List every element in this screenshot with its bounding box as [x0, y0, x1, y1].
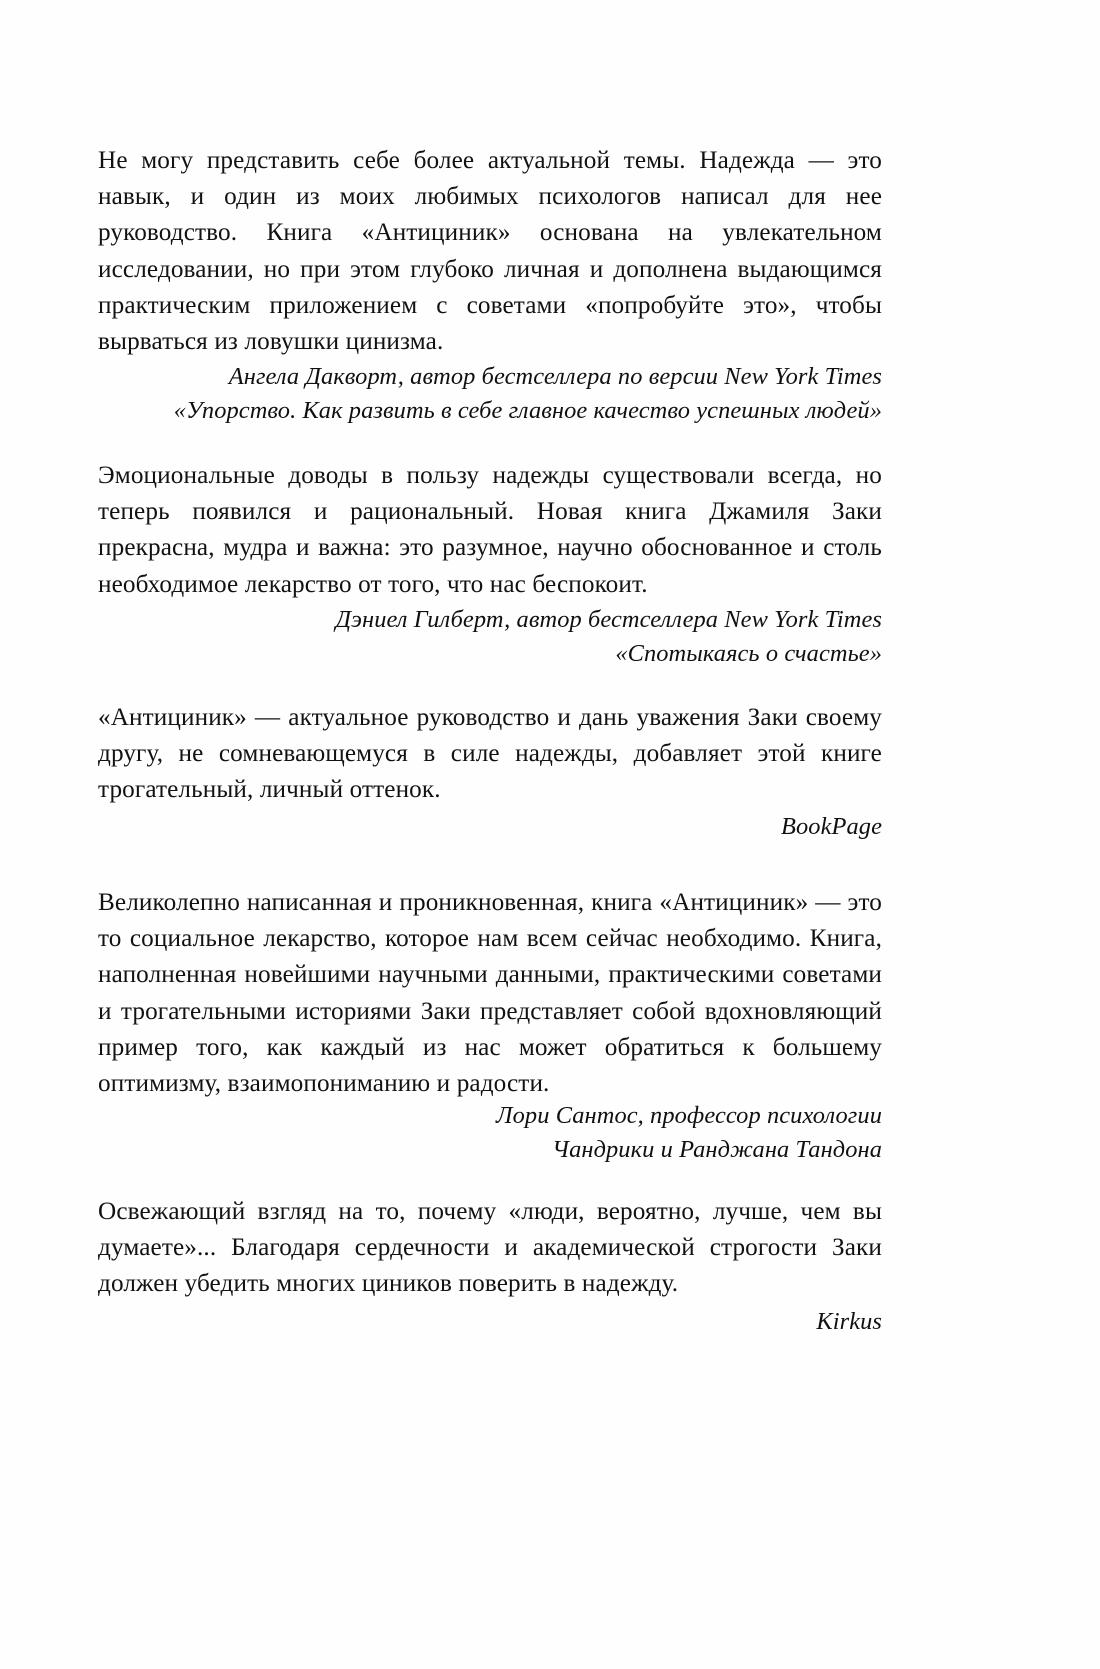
blurb-body-text: Не могу представить себе более актуальной темы. Надежда — это навык, и один из моих любимых психологов написал для нее руководство. Книга «Антициник» основана на увлекательном исследовании, но при этом глубоко личная и дополнена выдающимся практическим приложением с советами «попробуйте это», чтобы вырваться из ловушки цинизма.	[98, 147, 882, 356]
blurb-attribution-bookpage	[98, 810, 882, 844]
blurb-quote-gilbert	[98, 458, 882, 603]
attribution-line: Дэниел Гилберт, автор бестселлера New York Times	[335, 606, 882, 633]
attribution-text	[98, 1305, 882, 1339]
attribution-text	[98, 603, 882, 670]
blurb-body-text: Эмоциональные доводы в пользу надежды существовали всегда, но теперь появился и рациональный. Новая книга Джамиля Заки прекрасна, мудра и важна: это разумное, научно обоснованное и столь необходимое лекарство от того, что нас беспокоит.	[98, 462, 882, 598]
blurb-body-text: Освежающий взгляд на то, почему «люди, вероятно, лучше, чем вы думаете»... Благодаря сердечности и академической строгости Заки должен убедить многих циников поверить в надежду.	[98, 1198, 882, 1298]
attribution-line: Лори Сантос, профессор психологии	[496, 1102, 882, 1129]
attribution-text	[98, 810, 882, 844]
attribution-line: BookPage	[780, 813, 882, 840]
blurb-quote-santos	[98, 885, 882, 1102]
attribution-line: Чандрики и Ранджана Тандона	[552, 1135, 882, 1163]
attribution-text	[98, 360, 882, 427]
blurb-attribution-duckworth	[98, 360, 882, 427]
blurb-body-text: «Антициник» — актуальное руководство и дань уважения Заки своему другу, не сомневающемуся в силе надежды, добавляет этой книге трогательный, личный оттенок.	[98, 704, 882, 804]
blurb-attribution-santos	[98, 1099, 882, 1166]
blurb-body-text: Великолепно написанная и проникновенная, книга «Антициник» — это то социальное лекарство, которое нам всем сейчас необходимо. Книга, наполненная новейшими научными данными, практическими советами и трогательными историями Заки представляет собой вдохновляющий пример того, как каждый из нас может обратиться к большему оптимизму, взаимопониманию и радости.	[98, 889, 882, 1098]
attribution-line: «Спотыкаясь о счастье»	[615, 639, 882, 667]
blurb-quote-duckworth	[98, 143, 882, 360]
blurb-quote-bookpage	[98, 700, 882, 809]
attribution-line: Ангела Дакворт, автор бестселлера по версии New York Times	[228, 363, 882, 390]
attribution-line: Kirkus	[816, 1308, 882, 1335]
attribution-line: «Упорство. Как развить в себе главное качество успешных людей»	[173, 396, 882, 424]
blurb-quote-kirkus	[98, 1194, 882, 1303]
blurb-attribution-kirkus	[98, 1305, 882, 1339]
blurb-attribution-gilbert	[98, 603, 882, 670]
attribution-text	[98, 1099, 882, 1166]
